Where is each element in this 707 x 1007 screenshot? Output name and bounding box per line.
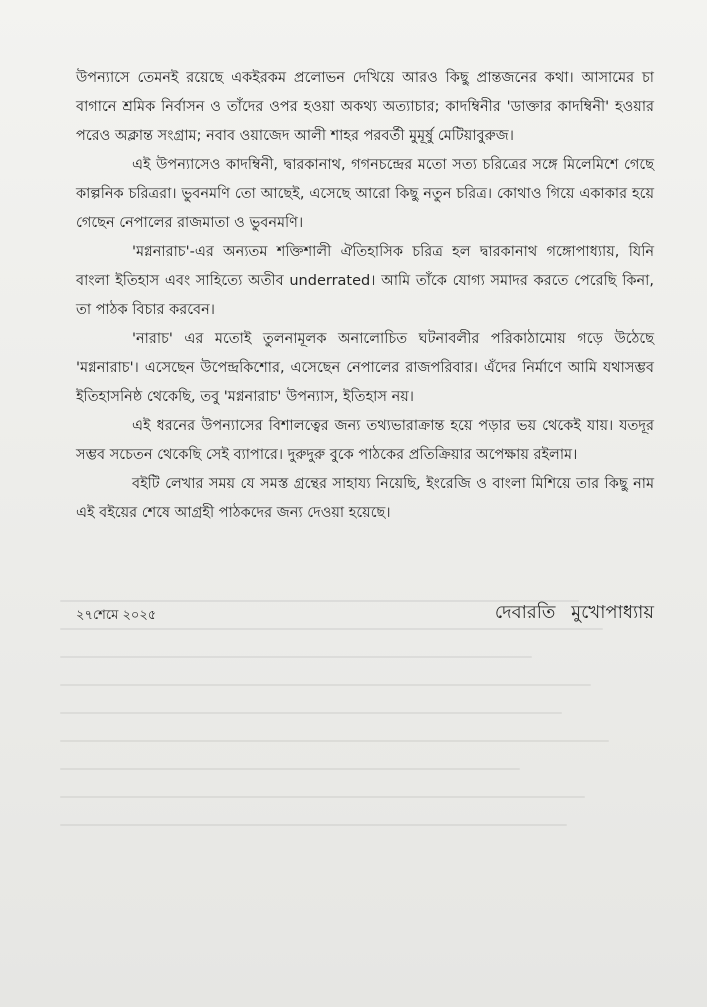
paragraph-2: এই উপন্যাসেও কাদম্বিনী, দ্বারকানাথ, গগনচন্দ্রের মতো সত্য চরিত্রের সঙ্গে মিলেমিশে গেছে কাল্পনিক চরিত্ররা। ভুবনমণি তো আছেই, এসেছে আরো কিছু নতুন চরিত্র। কোথাও গিয়ে একাকার হয়ে গেছেন নেপালের রাজমাতা ও ভুবনমণি।	[76, 157, 654, 231]
paragraph-5: এই ধরনের উপন্যাসের বিশালত্বের জন্য তথ্যভারাক্রান্ত হয়ে পড়ার ভয় থেকেই যায়। যতদূর সম্ভব সচেতন থেকেছি সেই ব্যাপারে। দুরুদুরু বুকে পাঠকের প্রতিক্রিয়ার অপেক্ষায় রইলাম।	[76, 418, 654, 463]
paragraph-4: 'নারাচ' এর মতোই তুলনামূলক অনালোচিত ঘটনাবলীর পরিকাঠামোয় গড়ে উঠেছে 'মগ্ননারাচ'। এসেছেন উপেন্দ্রকিশোর, এসেছেন নেপালের রাজপরিবার। এঁদের নির্মাণে আমি যথাসম্ভব ইতিহাসনিষ্ঠ থেকেছি, তবু 'মগ্ননারাচ' উপন্যাস, ইতিহাস নয়।	[76, 331, 654, 405]
paragraph-3: 'মগ্ননারাচ'-এর অন্যতম শক্তিশালী ঐতিহাসিক চরিত্র হল দ্বারকানাথ গঙ্গোপাধ্যায়, যিনি বাংলা ইতিহাস এবং সাহিত্যে অতীব underrated। আমি তাঁকে যোগ্য সমাদর করতে পেরেছি কিনা, তা পাঠক বিচার করবেন।	[76, 244, 654, 318]
signature-row	[76, 598, 654, 630]
paragraph-1: উপন্যাসে তেমনই রয়েছে একইরকম প্রলোভন দেখিয়ে আরও কিছু প্রান্তজনের কথা। আসামের চা বাগানে শ্রমিক নির্বাসন ও তাঁদের ওপর হওয়া অকথ্য অত্যাচার; কাদম্বিনীর 'ডাক্তার কাদম্বিনী' হওয়ার পরেও অক্লান্ত সংগ্রাম; নবাব ওয়াজেদ আলী শাহর পরবর্তী মুমূর্ষু মেটিয়াবুরুজ।	[76, 70, 654, 144]
author-name: দেবারতি মুখোপাধ্যায়	[494, 602, 654, 623]
bleed-through-text	[60, 600, 650, 860]
preface-text	[76, 64, 654, 528]
date: ২৭শেমে ২০২৫	[76, 608, 157, 623]
paragraph-6: বইটি লেখার সময় যে সমস্ত গ্রন্থের সাহায্য নিয়েছি, ইংরেজি ও বাংলা মিশিয়ে তার কিছু নাম এই বইয়ের শেষে আগ্রহী পাঠকদের জন্য দেওয়া হয়েছে।	[76, 476, 654, 521]
